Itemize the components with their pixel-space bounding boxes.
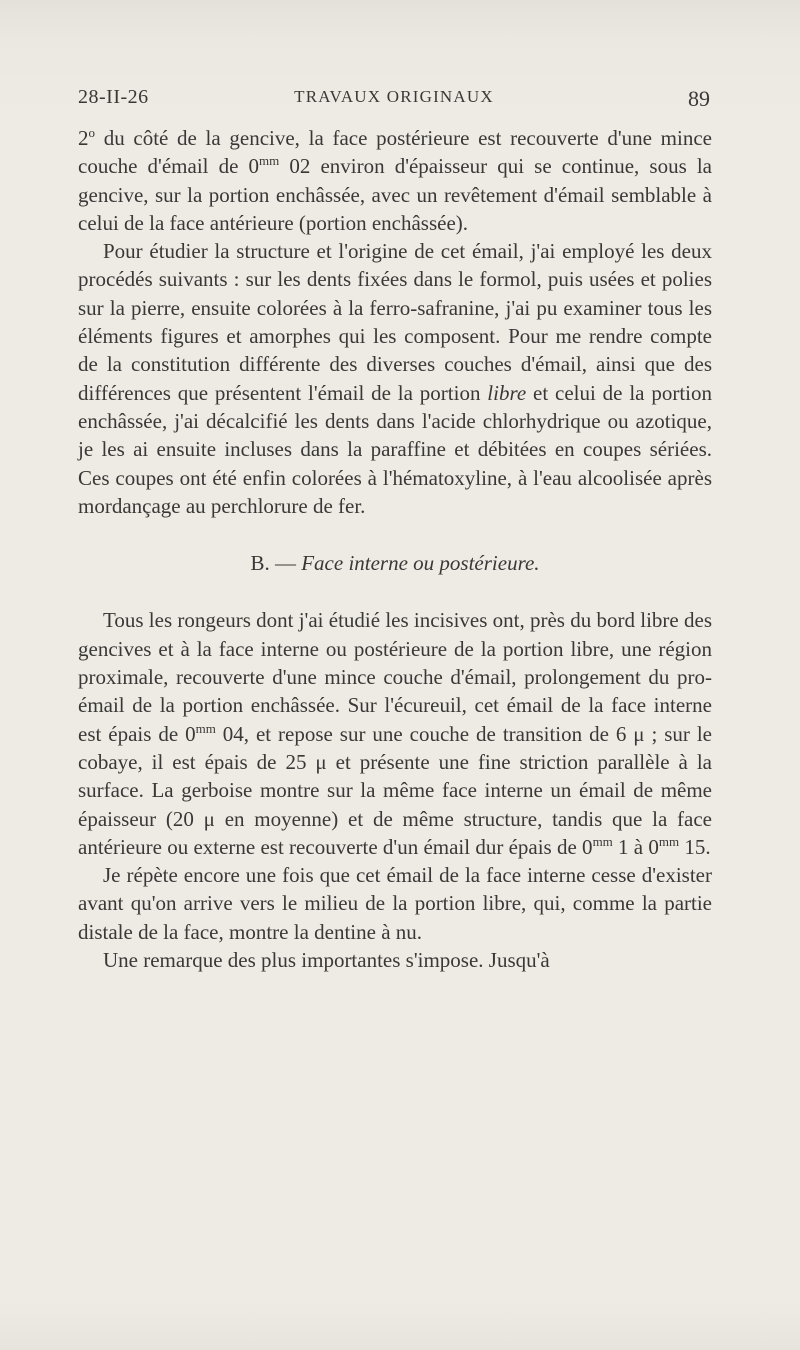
- p3-sup-1: mm: [195, 720, 216, 736]
- p3-text-c: 1 à 0: [612, 834, 659, 859]
- header-title: TRAVAUX ORIGINAUX: [294, 87, 494, 106]
- paragraph-2: [78, 237, 712, 520]
- p1-text-a: du côté de la gencive, la face postérieure est recouverte d'une mince couche d'émail de 0: [78, 126, 712, 179]
- p3-text-a: Tous les rongeurs dont j'ai étudié les incisives ont, près du bord libre des gencives et à la face interne ou postérieure de la portion libre, une région proximale, recouverte d'une mince couche d'émail, prolongement du pro-émail de la portion enchâssée. Sur l'écureuil, cet émail de la face interne est épais de 0: [78, 608, 712, 746]
- p3-sup-3: mm: [658, 833, 680, 849]
- p2-italic-libre: libre: [487, 380, 527, 405]
- section-letter: B. —: [250, 551, 302, 576]
- p2-text-b: et celui de la portion enchâssée, j'ai décalcifié les dents dans l'acide chlorhydrique ou azotique, je les ai ensuite incluses dans la paraffine et débitées en coupes sériées. Ces coupes ont été enfin colorées à l'hématoxyline, à l'eau alcoolisée après mordançage au perchlorure de fer.: [78, 380, 712, 518]
- page-number: 89: [688, 86, 710, 111]
- paragraph-5: Une remarque des plus importantes s'impose. Jusqu'à: [103, 948, 550, 973]
- p3-text-b: 04, et repose sur une couche de transition de 6 μ ; sur le cobaye, il est épais de 25 μ et présente une fine striction parallèle à la surface. La gerboise montre sur la même face interne un émail de même épaisseur (20 μ en moyenne) et de même structure, tandis que la face antérieure ou externe est recouverte d'un émail dur épais de 0: [78, 721, 712, 859]
- p1-sup-mm: mm: [259, 153, 280, 169]
- p3-text-d: 15.: [679, 834, 711, 859]
- p1-text-b: 02 environ d'épaisseur qui se continue, sous la gencive, sur la portion enchâssée, avec un revêtement d'émail semblable à celui de la face antérieure (portion enchâssée).: [78, 154, 712, 235]
- running-header: [78, 86, 710, 116]
- paragraph-1: [78, 124, 712, 237]
- paragraph-3: [78, 606, 712, 861]
- article-body: [78, 124, 712, 974]
- p3-sup-2: mm: [592, 833, 613, 849]
- header-date: 28-II-26: [78, 86, 149, 108]
- p1-sup-o: o: [88, 125, 95, 140]
- p1-num: 2: [78, 126, 89, 150]
- p2-text-a: Pour étudier la structure et l'origine de cet émail, j'ai employé les deux procédés suivants : sur les dents fixées dans le formol, puis usées et polies sur la pierre, ensuite colorées à la ferro-safranine, j'ai pu examiner tous les éléments figures et amorphes qui les composent. Pour me rendre compte de la constitution différente des diverses couches d'émail, ainsi que des différences que présentent l'émail de la portion: [78, 239, 712, 405]
- section-heading: [78, 549, 712, 577]
- paragraph-4: Je répète encore une fois que cet émail de la face interne cesse d'exister avant qu'on arrive vers le milieu de la portion libre, qui, comme la partie distale de la face, montre la dentine à nu.: [78, 863, 712, 944]
- section-title: Face interne ou postérieure.: [301, 551, 540, 576]
